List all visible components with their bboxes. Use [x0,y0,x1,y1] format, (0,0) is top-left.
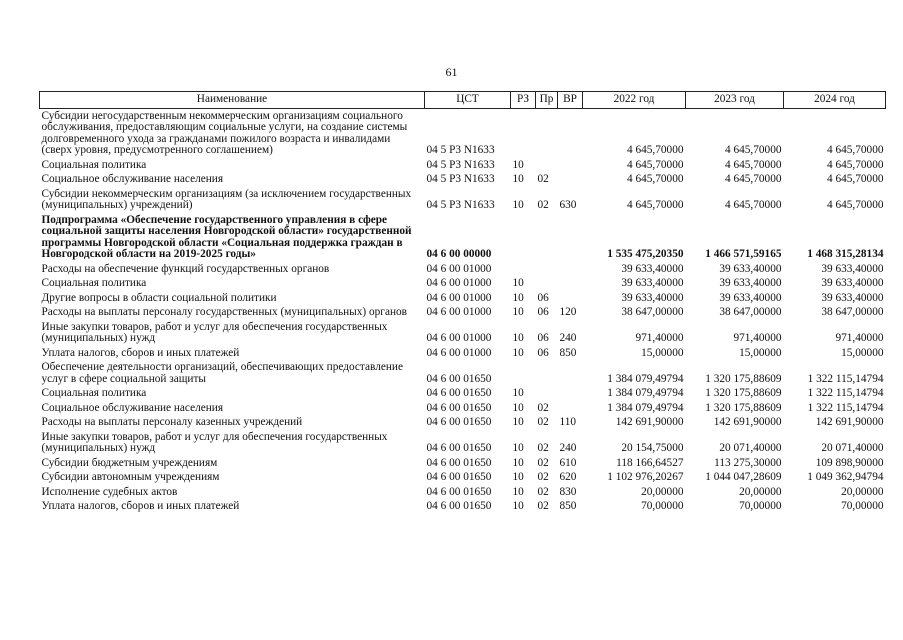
table-row [40,108,886,158]
cell-pr: 02 [537,485,549,498]
cell-2022: 70,00000 [641,500,684,512]
table-row [40,291,886,306]
table-row [40,305,886,320]
cell-pr [536,108,558,158]
cell-name: Уплата налогов, сборов и иных платежей [41,500,240,512]
cell-vr: 830 [559,485,577,498]
cell-cst: 04 6 00 01650 [426,456,492,469]
cell-vr: 850 [559,346,577,359]
cell-cst: 04 6 00 00000 [426,248,492,260]
cell-pr: 02 [537,401,549,414]
cell-2024: 109 898,90000 [815,456,884,469]
cell-rz [511,108,536,158]
cell-pr: 06 [537,346,549,359]
cell-pr: 02 [537,416,549,428]
cell-rz: 10 [512,416,524,428]
cell-name: Иные закупки товаров, работ и услуг для обеспечения государственных (муниципальных) нужд [41,320,388,344]
cell-pr: 02 [537,456,549,469]
cell-rz [511,213,536,262]
cell-2022: 1 535 475,20350 [607,248,684,260]
cell-vr [558,291,583,306]
cell-pr [536,276,558,291]
cell-rz: 10 [512,387,524,399]
header-pr: Пр [536,92,558,109]
cell-vr [558,108,583,158]
cell-vr [558,172,583,187]
cell-vr: 240 [559,332,577,344]
cell-vr: 110 [559,416,577,428]
cell-rz: 10 [512,199,524,211]
cell-cst: 04 5 P3 N1633 [426,144,495,156]
cell-name: Субсидии негосударственным некоммерческим организациям социального обслуживания, предоставляющим социальные услуги, на создание системы долговременного ухода за гражданами пожилого возраста и инвалидами (сверх уровня, предусмотренного соглашением) [41,109,408,156]
cell-pr: 06 [537,332,549,344]
cell-2023: 39 633,40000 [719,262,782,275]
cell-pr: 06 [537,291,549,304]
budget-table [39,91,886,514]
cell-cst: 04 5 P3 N1633 [426,158,495,171]
cell-cst: 04 5 P3 N1633 [426,199,495,211]
cell-rz [511,262,536,277]
cell-vr [558,401,583,416]
cell-pr [536,360,558,386]
cell-pr: 02 [537,199,549,211]
cell-2023: 70,00000 [739,500,782,512]
cell-2024: 20 071,40000 [821,442,884,454]
cell-2023: 1 320 175,88609 [705,387,782,399]
cell-cst: 04 6 00 01000 [426,332,492,344]
cell-rz: 10 [512,485,524,498]
table-row [40,470,886,485]
cell-rz: 10 [512,291,524,304]
table-row [40,187,886,213]
cell-2024: 39 633,40000 [821,291,884,304]
cell-2022: 4 645,70000 [627,173,684,185]
cell-cst: 04 6 00 01650 [426,372,492,385]
cell-cst: 04 6 00 01650 [426,500,492,512]
cell-cst: 04 6 00 01650 [426,442,492,454]
cell-rz: 10 [512,456,524,469]
cell-2024: 39 633,40000 [821,262,884,275]
table-body [40,108,886,514]
cell-name: Субсидии бюджетным учреждениям [41,456,218,469]
cell-2022: 39 633,40000 [621,291,684,304]
table-row [40,499,886,514]
cell-rz: 10 [512,158,524,171]
table-row [40,172,886,187]
cell-rz [511,360,536,386]
cell-2024: 1 322 115,14794 [807,401,884,414]
cell-vr [558,276,583,291]
cell-2022: 4 645,70000 [627,144,684,156]
cell-rz: 10 [512,346,524,359]
table-row [40,430,886,456]
cell-2024: 971,40000 [835,332,884,344]
cell-2022: 1 384 079,49794 [607,372,684,385]
cell-cst: 04 6 00 01000 [426,306,492,318]
cell-pr: 02 [537,471,549,483]
cell-2023: 20 071,40000 [719,442,782,454]
cell-pr [536,213,558,262]
cell-2024: 1 049 362,94794 [807,471,884,483]
cell-2024: 20,00000 [841,485,884,498]
cell-2023: 1 466 571,59165 [705,248,782,260]
table-row [40,485,886,500]
cell-2023: 4 645,70000 [725,144,782,156]
cell-rz: 10 [512,401,524,414]
cell-2022: 38 647,00000 [621,306,684,318]
cell-vr: 240 [559,442,577,454]
cell-2024: 4 645,70000 [827,158,884,171]
cell-name: Подпрограмма «Обеспечение государственного управления в сфере социальной защиты населения Новгородской области» государственной программы Новгородской области «Социальная поддержка граждан в Новгородской области на 2019-2025 годы» [41,213,412,260]
table-row [40,346,886,361]
cell-2022: 4 645,70000 [627,199,684,211]
cell-2022: 4 645,70000 [627,158,684,171]
cell-pr: 06 [537,306,549,318]
cell-cst: 04 6 00 01650 [426,387,492,399]
cell-name: Субсидии автономным учреждениям [41,471,220,483]
table-row [40,158,886,173]
cell-2024: 39 633,40000 [821,277,884,289]
cell-name: Расходы на обеспечение функций государственных органов [41,262,330,275]
cell-2023: 39 633,40000 [719,277,782,289]
cell-cst: 04 6 00 01650 [426,471,492,483]
cell-name: Социальная политика [41,277,147,289]
cell-2023: 4 645,70000 [725,199,782,211]
cell-vr [558,262,583,277]
cell-pr: 02 [537,442,549,454]
cell-2023: 971,40000 [733,332,782,344]
table-row [40,386,886,401]
cell-2023: 38 647,00000 [719,306,782,318]
cell-name: Субсидии некоммерческим организациям (за исключением государственных (муниципальных) учреждений) [41,187,412,211]
cell-2024: 15,00000 [841,346,884,359]
cell-2023: 113 275,30000 [714,456,782,469]
cell-2023: 15,00000 [739,346,782,359]
cell-rz: 10 [512,500,524,512]
cell-2024: 70,00000 [841,500,884,512]
cell-cst: 04 6 00 01650 [426,485,492,498]
cell-name: Иные закупки товаров, работ и услуг для обеспечения государственных (муниципальных) нужд [41,430,388,454]
cell-2022: 971,40000 [635,332,684,344]
cell-rz: 10 [512,471,524,483]
header-2023: 2023 год [686,92,784,109]
cell-2023: 39 633,40000 [719,291,782,304]
cell-2024: 1 322 115,14794 [807,387,884,399]
cell-2023: 142 691,90000 [713,416,782,428]
cell-2022: 142 691,90000 [615,416,684,428]
cell-rz: 10 [512,277,524,289]
cell-vr: 620 [559,471,577,483]
cell-2022: 20 154,75000 [621,442,684,454]
cell-vr: 630 [559,199,577,211]
cell-cst: 04 6 00 01000 [426,262,492,275]
header-rz: РЗ [511,92,536,109]
header-cst: ЦСТ [425,92,511,109]
cell-2022: 118 166,64527 [616,456,684,469]
cell-2024: 142 691,90000 [815,416,884,428]
cell-vr [558,158,583,173]
cell-2024: 4 645,70000 [827,144,884,156]
table-row [40,320,886,346]
cell-2023: 1 044 047,28609 [705,471,782,483]
cell-cst: 04 6 00 01650 [426,401,492,414]
cell-pr [536,158,558,173]
cell-2024: 38 647,00000 [821,306,884,318]
cell-2022: 1 384 079,49794 [607,387,684,399]
table-row [40,276,886,291]
cell-2023: 4 645,70000 [725,158,782,171]
cell-vr [558,386,583,401]
cell-rz: 10 [512,332,524,344]
cell-name: Исполнение судебных актов [41,485,178,498]
cell-2024: 4 645,70000 [827,199,884,211]
cell-pr: 02 [537,173,549,185]
header-2024: 2024 год [784,92,886,109]
cell-name: Социальное обслуживание населения [41,401,224,414]
cell-rz: 10 [512,442,524,454]
cell-vr: 610 [559,456,577,469]
cell-vr [558,213,583,262]
cell-vr: 850 [559,500,577,512]
cell-pr: 02 [537,500,549,512]
cell-name: Расходы на выплаты персоналу государственных (муниципальных) органов [41,306,407,318]
cell-cst: 04 6 00 01650 [426,416,492,428]
cell-name: Социальная политика [41,387,147,399]
table-header-row [40,92,886,109]
cell-vr [558,360,583,386]
cell-name: Расходы на выплаты персоналу казенных учреждений [41,416,303,428]
cell-rz: 10 [512,306,524,318]
table-row [40,262,886,277]
cell-2024: 1 322 115,14794 [807,372,884,385]
cell-2022: 39 633,40000 [621,277,684,289]
cell-vr: 120 [559,306,577,318]
cell-2023: 20,00000 [739,485,782,498]
cell-2022: 39 633,40000 [621,262,684,275]
cell-2022: 1 384 079,49794 [607,401,684,414]
table-row [40,360,886,386]
cell-2022: 1 102 976,20267 [607,471,684,483]
cell-name: Социальная политика [41,158,147,171]
cell-cst: 04 6 00 01000 [426,291,492,304]
table-row [40,401,886,416]
cell-2024: 1 468 315,28134 [807,248,884,260]
cell-name: Другие вопросы в области социальной политики [41,291,277,304]
cell-name: Обеспечение деятельности организаций, обеспечивающих предоставление услуг в сфере социальной защиты [41,361,403,385]
cell-pr [536,386,558,401]
page-number: 61 [445,65,458,79]
cell-pr [536,262,558,277]
cell-name: Социальное обслуживание населения [41,173,224,185]
cell-2022: 15,00000 [641,346,684,359]
cell-cst: 04 6 00 01000 [426,277,492,289]
table-row [40,456,886,471]
header-2022: 2022 год [583,92,686,109]
cell-2023: 1 320 175,88609 [705,401,782,414]
cell-cst: 04 6 00 01000 [426,346,492,359]
cell-rz: 10 [512,173,524,185]
cell-2022: 20,00000 [641,485,684,498]
header-vr: ВР [558,92,583,109]
cell-name: Уплата налогов, сборов и иных платежей [41,346,240,359]
table-row [40,415,886,430]
header-name: Наименование [40,92,425,109]
cell-2023: 1 320 175,88609 [705,372,782,385]
table-row [40,213,886,262]
cell-2023: 4 645,70000 [725,173,782,185]
cell-2024: 4 645,70000 [827,173,884,185]
cell-cst: 04 5 P3 N1633 [426,173,495,185]
